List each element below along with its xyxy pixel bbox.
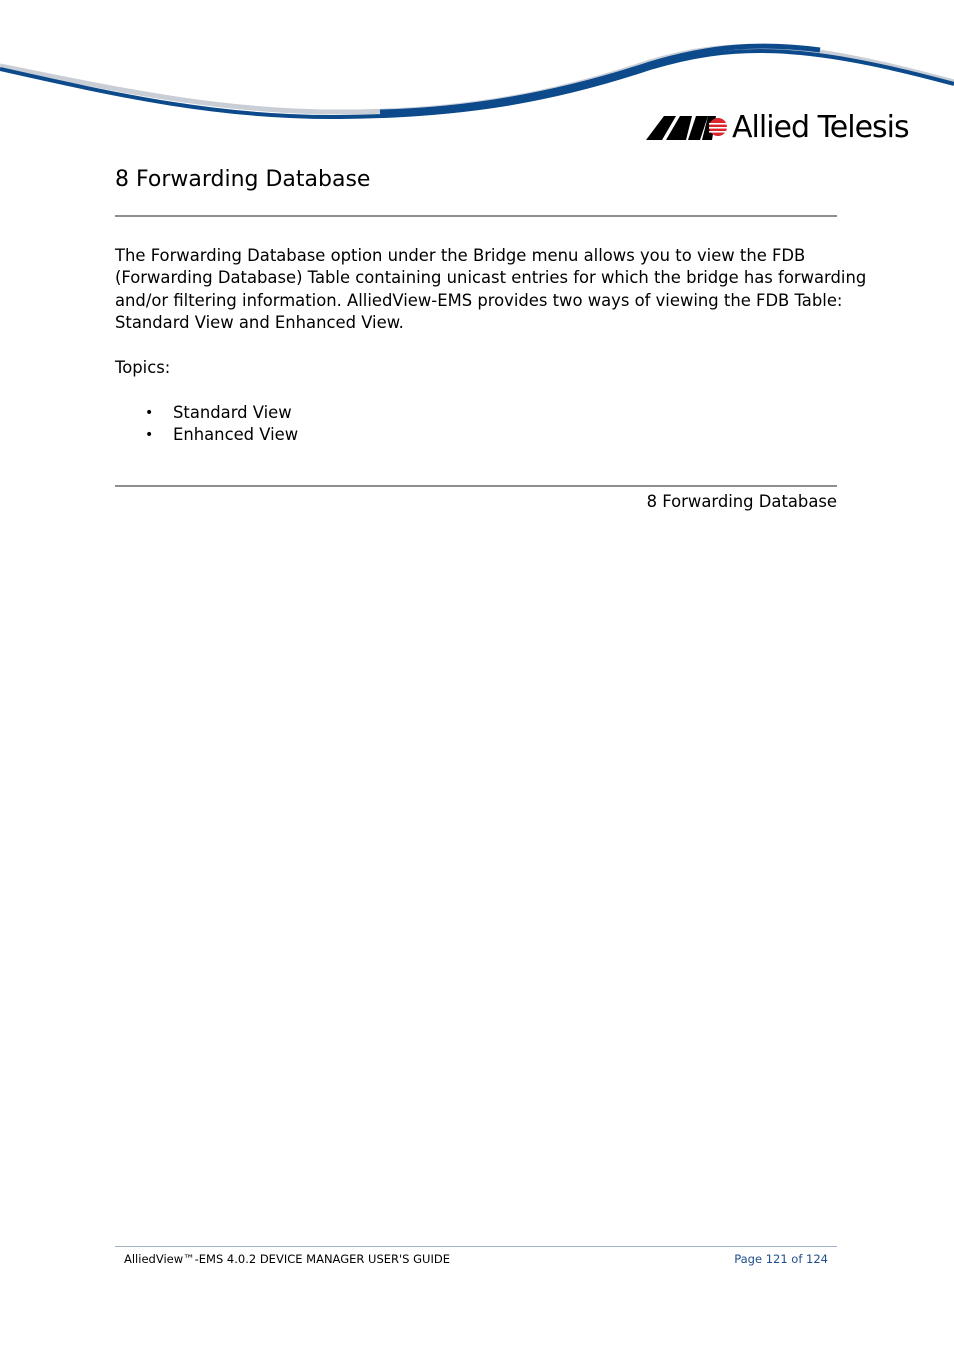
section-divider bbox=[115, 485, 837, 487]
bullet-icon: • bbox=[145, 427, 154, 444]
swoosh-blue-thick bbox=[380, 46, 820, 112]
chapter-title: 8 Forwarding Database bbox=[115, 167, 371, 192]
page-footer-divider bbox=[115, 1246, 837, 1247]
topics-label: Topics: bbox=[115, 358, 171, 377]
topic-link-enhanced-view[interactable]: Enhanced View bbox=[173, 425, 299, 445]
logo-wordmark: Allied Telesis bbox=[732, 110, 909, 145]
paragraph-line: The Forwarding Database option under the Bridge menu allows you to view the FDB bbox=[115, 246, 806, 265]
bullet-icon: • bbox=[145, 405, 154, 421]
guide-title: AlliedView™-EMS 4.0.2 DEVICE MANAGER USER'S GUIDE bbox=[124, 1252, 450, 1266]
title-divider bbox=[115, 215, 837, 217]
intro-paragraph bbox=[115, 245, 867, 335]
topic-link-standard-view[interactable]: Standard View bbox=[173, 403, 292, 422]
allied-telesis-logo bbox=[646, 108, 909, 148]
section-footer-label: 8 Forwarding Database bbox=[646, 492, 837, 511]
allied-telesis-logo-mark-icon bbox=[646, 114, 728, 140]
page-number: Page 121 of 124 bbox=[734, 1252, 828, 1266]
paragraph-line: and/or filtering information. AlliedView-EMS provides two ways of viewing the FDB Table: bbox=[115, 290, 843, 310]
paragraph-line: Standard View and Enhanced View. bbox=[115, 313, 404, 333]
paragraph-line: (Forwarding Database) Table containing unicast entries for which the bridge has forwarding bbox=[115, 268, 867, 288]
